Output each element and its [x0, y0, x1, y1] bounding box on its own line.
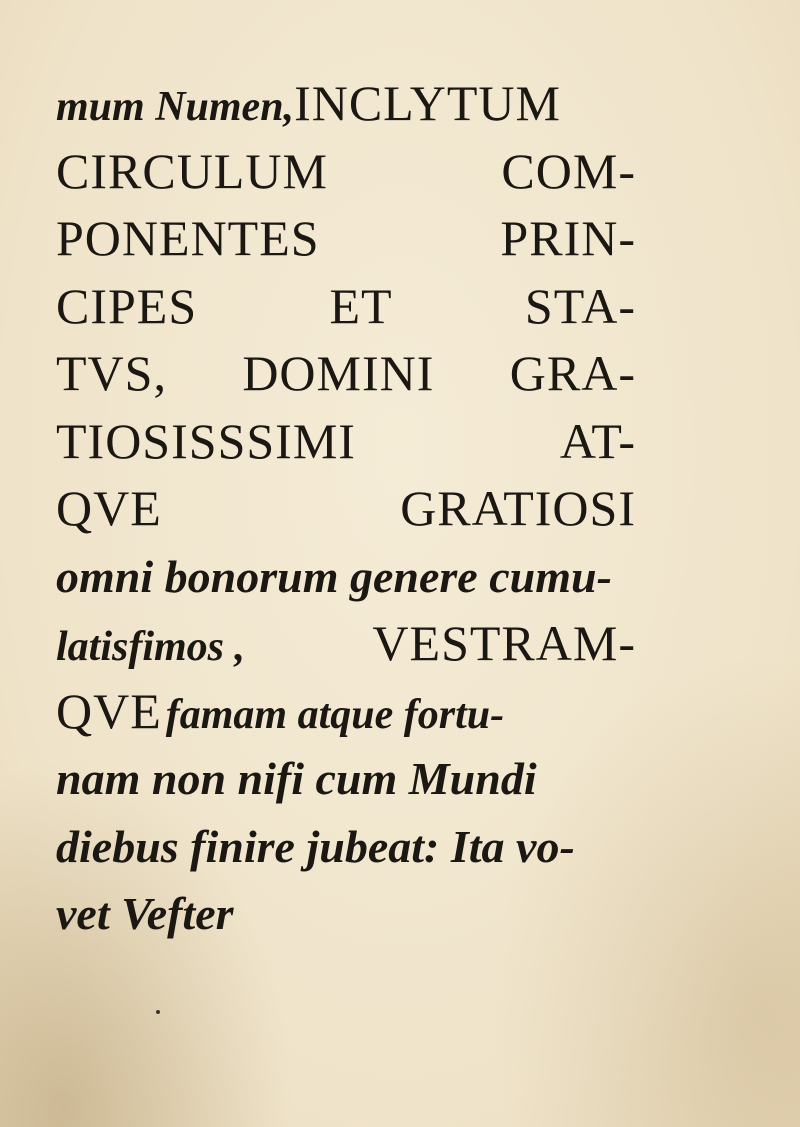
dedication-text: [56, 70, 636, 948]
line-12-text: diebus finire jubeat: Ita vo-: [56, 820, 575, 872]
text-line-3: [56, 205, 636, 273]
text-line-12: [56, 813, 636, 881]
text-line-6: [56, 408, 636, 476]
text-line-10: [56, 678, 636, 746]
line-1-caps: INCLYTUM: [294, 75, 561, 131]
line-5-word-1: TVS,: [56, 345, 167, 401]
line-1-italic: mum Numen,: [56, 84, 295, 130]
line-4-word-3: STA-: [524, 277, 636, 334]
line-5-word-3: GRA-: [509, 345, 636, 401]
line-3-word-1: PONENTES: [56, 210, 320, 266]
text-line-9: [56, 610, 636, 678]
line-13-text: vet Vefter: [56, 888, 234, 939]
line-6-word-1: TIOSISSSIMI: [56, 412, 356, 469]
line-4-word-2: ET: [329, 277, 393, 334]
line-11-text: nam non nifi cum Mundi: [56, 753, 537, 804]
text-line-7: [56, 475, 636, 543]
line-3-word-2: PRIN-: [500, 210, 636, 266]
line-6-word-2: AT-: [559, 412, 636, 469]
line-4-word-1: CIPES: [56, 277, 198, 334]
text-line-5: [56, 340, 636, 408]
line-10-caps: QVE: [56, 682, 162, 739]
line-7-word-1: QVE: [56, 480, 162, 536]
line-8-text: omni bonorum genere cumu-: [56, 550, 612, 602]
text-line-4: [56, 273, 636, 341]
text-line-8: [56, 543, 636, 611]
line-2-word-1: CIRCULUM: [56, 142, 328, 199]
line-9-italic: latisfimos ,: [56, 624, 246, 670]
text-line-1: [56, 70, 636, 138]
line-9-caps: VESTRAM-: [372, 615, 636, 671]
ink-dot: [156, 1010, 160, 1014]
text-line-11: [56, 745, 636, 813]
line-10-italic: famam atque fortu-: [165, 691, 505, 738]
line-7-word-2: GRATIOSI: [400, 480, 636, 536]
text-line-13: [56, 880, 636, 948]
line-5-word-2: DOMINI: [242, 345, 435, 401]
line-2-word-2: COM-: [501, 142, 636, 199]
